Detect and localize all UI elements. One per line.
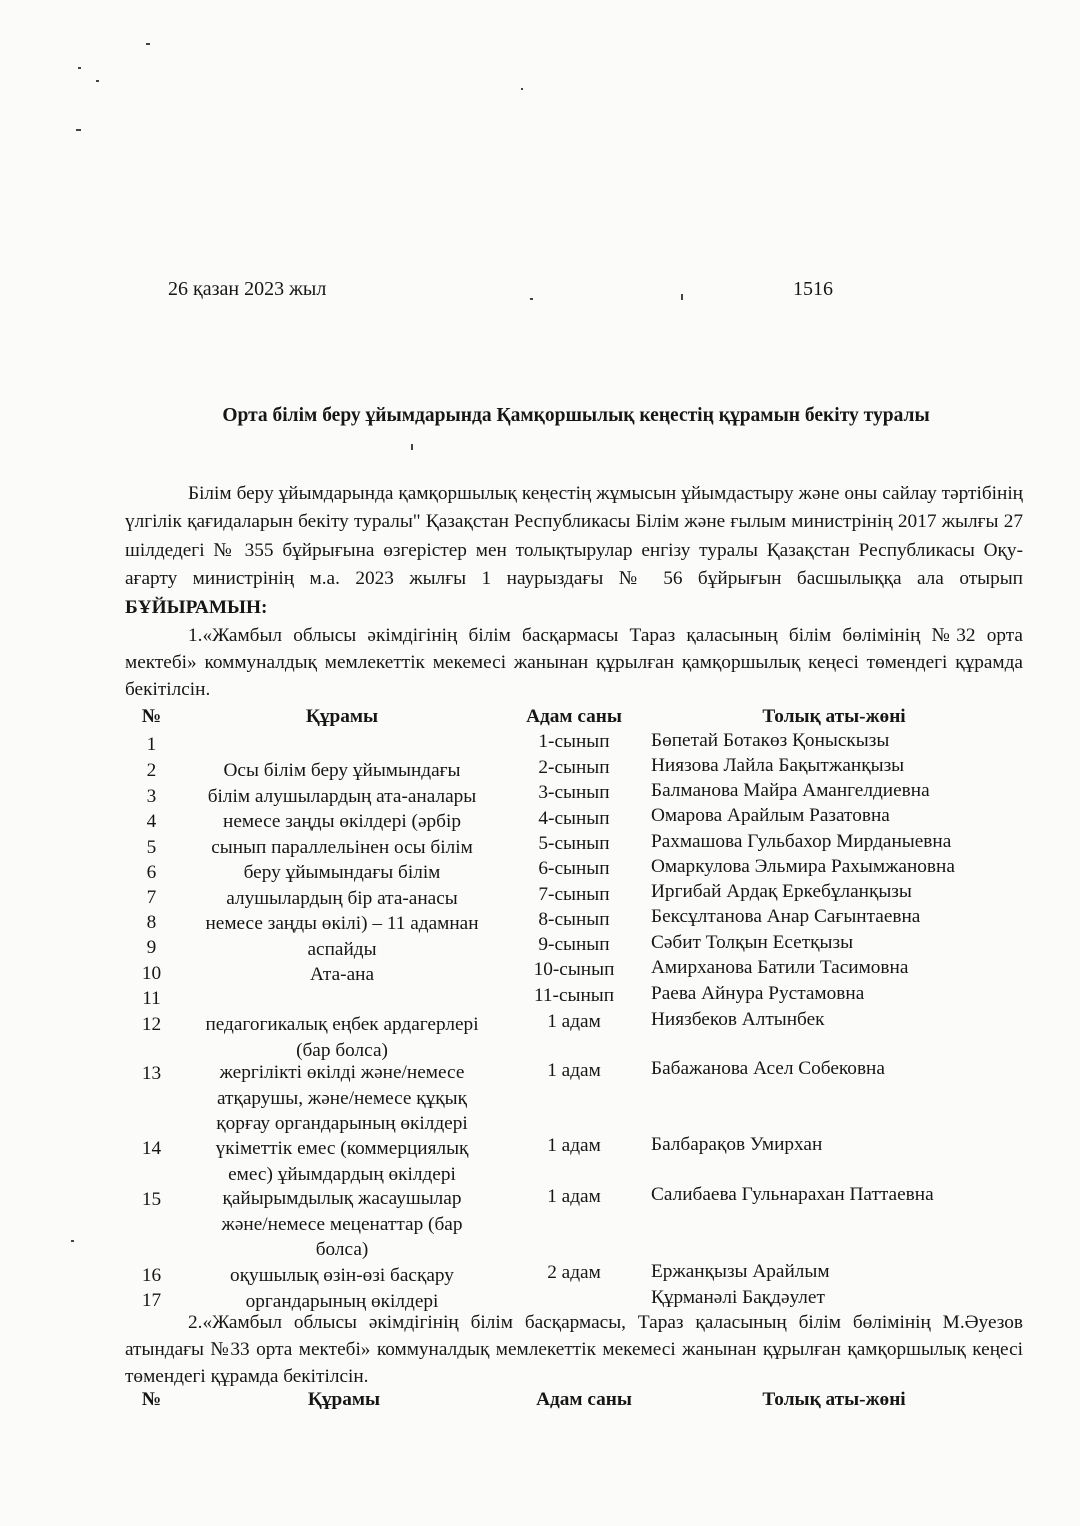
group-line: алушылардың бір ата-анасы: [226, 887, 458, 909]
scan-speck: [71, 1240, 74, 1242]
group-veterans: [182, 1012, 502, 1063]
row-count: 1 адам: [547, 1060, 601, 1081]
row-full-name: Омаркулова Эльмира Рахымжановна: [651, 856, 955, 877]
group-line: немесе заңды өкілдері (әрбір: [223, 811, 461, 832]
preamble-text: Білім беру ұйымдарында қамқоршылық кеңестің жұмысын ұйымдастыру және оны сайлау тәртібінің үлгілік қағидаларын бекіту туралы" Қазақстан Республикасы Білім және ғылым министрінің 2017 жылғы 27 шілдедегі № 355 бұйрығына өзгерістер мен толықтырулар енгізу туралы Қазақстан Республикасы Оқу-ағарту министрінің м.а. 2023 жылғы 1 наурыздағы № 56 бұйрығын басшылыққа ала отырып: [125, 483, 1023, 590]
row-number: 14: [141, 1138, 162, 1159]
row-count: 6-сынып: [538, 858, 610, 879]
item-1-text: 1.«Жамбыл облысы әкімдігінің білім басқармасы Тараз қаласының білім бөлімінің №32 орта мектебі» коммуналдық мемлекеттік мекемесі жанынан құрылған қамқоршылық кеңесі төмендегі құрамда бекітілсін.: [125, 625, 1023, 701]
row-number: 9: [146, 937, 157, 958]
row-number: 6: [146, 862, 157, 883]
item-2-block: [125, 1309, 1023, 1390]
row-count: 2 адам: [547, 1262, 601, 1283]
table-header: [124, 704, 1024, 730]
row-number: 8: [146, 912, 157, 933]
group-ngo: [182, 1136, 502, 1187]
row-full-name: Ержанқызы Арайлым: [651, 1261, 830, 1282]
row-count: 10-сынып: [533, 959, 615, 980]
group-line: Ата-ана: [309, 964, 375, 985]
document-title: Орта білім беру ұйымдарында Қамқоршылық кеңестің құрамын бекіту туралы: [222, 405, 930, 426]
row-count: 4-сынып: [538, 808, 610, 829]
group-line: қайырымдылық жасаушылар: [222, 1188, 462, 1209]
group-line: білім алушылардың ата-аналары: [207, 785, 477, 807]
order-number: 1516: [793, 278, 833, 300]
row-full-name: Рахмашова Гульбахор Мирданыевна: [651, 831, 952, 852]
header-count: Адам саны: [526, 706, 622, 727]
row-full-name: Балбарақов Умирхан: [651, 1134, 823, 1155]
row-full-name: Бексұлтанова Анар Сағынтаевна: [651, 906, 921, 927]
group-parents: [182, 758, 502, 988]
preamble-paragraph: [125, 480, 1023, 622]
row-count: 7-сынып: [538, 884, 610, 905]
row-number: 7: [146, 887, 157, 908]
scan-speck: [78, 67, 81, 69]
order-word: БҰЙЫРАМЫН:: [125, 596, 268, 618]
row-number: 5: [146, 837, 157, 858]
row-count: 1 адам: [547, 1186, 601, 1207]
row-full-name: Құрманәлі Бақдәулет: [651, 1287, 825, 1308]
row-number: 16: [141, 1265, 162, 1286]
group-charity: [182, 1186, 502, 1263]
order-date: 26 қазан 2023 жыл: [168, 278, 327, 300]
row-number: 17: [141, 1290, 162, 1311]
row-count: 11-сынып: [533, 985, 615, 1006]
row-full-name: Омарова Арайлым Разатовна: [651, 805, 890, 826]
group-line: аспайды: [307, 938, 377, 960]
group-line: Осы білім беру ұйымындағы: [223, 760, 461, 781]
header-composition: Құрамы: [305, 706, 379, 727]
group-line: емес) ұйымдардың өкілдері: [228, 1163, 456, 1185]
row-number: 1: [146, 734, 157, 755]
row-full-name: Бабажанова Асел Собековна: [651, 1058, 885, 1079]
group-line: сынып параллельінен осы білім: [211, 836, 473, 858]
group-line: жергілікті өкілді және/немесе: [219, 1062, 465, 1083]
row-full-name: Ниязова Лайла Бақытжанқызы: [651, 755, 905, 776]
row-count: 1-сынып: [538, 731, 610, 752]
group-line: атқарушы, және/немесе құқық: [217, 1087, 467, 1109]
group-line: беру ұйымындағы білім: [243, 862, 441, 883]
group-line: оқушылық өзін-өзі басқару: [230, 1265, 454, 1286]
group-line: педагогикалық еңбек ардагерлері: [205, 1014, 479, 1035]
group-line: немесе заңды өкілі) – 11 адамнан: [205, 913, 479, 934]
row-full-name: Салибаева Гульнарахан Паттаевна: [651, 1184, 934, 1205]
row-number: 4: [146, 811, 157, 832]
group-line: үкіметтік емес (коммерциялық: [215, 1138, 469, 1159]
header-composition: Құрамы: [307, 1389, 381, 1410]
row-full-name: Раева Айнура Рустамовна: [651, 983, 865, 1004]
group-line: (бар болса): [296, 1039, 388, 1061]
scan-speck: [76, 129, 81, 131]
row-full-name: Ниязбеков Алтынбек: [651, 1009, 825, 1030]
row-number: 11: [142, 988, 161, 1009]
group-line: және/немесе меценаттар (бар: [221, 1213, 463, 1235]
row-number: 10: [141, 963, 162, 984]
group-line: болса): [315, 1239, 369, 1260]
row-full-name: Бөпетай Ботакөз Қоныскызы: [651, 730, 890, 751]
scan-speck: [146, 43, 150, 45]
row-full-name: Балманова Майра Амангелдиевна: [651, 780, 930, 801]
header-full-name: Толық аты-жөні: [762, 706, 906, 727]
group-line: органдарының өкілдері: [245, 1290, 439, 1312]
row-count: 2-сынып: [538, 757, 610, 778]
header-number: №: [141, 706, 162, 727]
header-number: №: [141, 1389, 162, 1410]
row-full-name: Сәбит Толқын Есетқызы: [651, 932, 854, 953]
group-local-authorities: [182, 1060, 502, 1137]
row-full-name: Иргибай Ардақ Еркебұланқызы: [651, 881, 912, 902]
scan-speck: [96, 80, 99, 82]
preamble-block: [125, 480, 1023, 703]
row-count: 1 адам: [547, 1135, 601, 1156]
row-count: 3-сынып: [538, 782, 610, 803]
row-number: 3: [146, 786, 157, 807]
row-number: 13: [141, 1063, 162, 1084]
header-count: Адам саны: [536, 1389, 632, 1410]
item-2-text: 2.«Жамбыл облысы әкімдігінің білім басқармасы, Тараз қаласының білім бөлімінің М.Әуезов атындағы №33 орта мектебі» коммуналдық мемлекеттік мекемесі жанынан құрылған қамқоршылық кеңесі төмендегі құрамда бекітілсін.: [125, 1312, 1023, 1387]
group-students: [182, 1263, 502, 1314]
row-count: 9-сынып: [538, 934, 610, 955]
row-number: 12: [141, 1014, 162, 1035]
scan-speck: [530, 298, 533, 300]
row-number: 2: [146, 760, 157, 781]
row-number: 15: [141, 1189, 162, 1210]
row-count: 5-сынып: [538, 833, 610, 854]
group-line: қорғау органдарының өкілдері: [216, 1113, 468, 1134]
row-count: 1 адам: [547, 1011, 601, 1032]
row-count: 8-сынып: [538, 909, 610, 930]
scan-speck: [681, 294, 683, 300]
scan-speck: [521, 88, 523, 90]
scan-speck: [411, 444, 413, 450]
table-2-header: [124, 1389, 1024, 1415]
header-full-name: Толық аты-жөні: [762, 1389, 906, 1410]
row-full-name: Амирханова Батили Тасимовна: [651, 957, 909, 978]
